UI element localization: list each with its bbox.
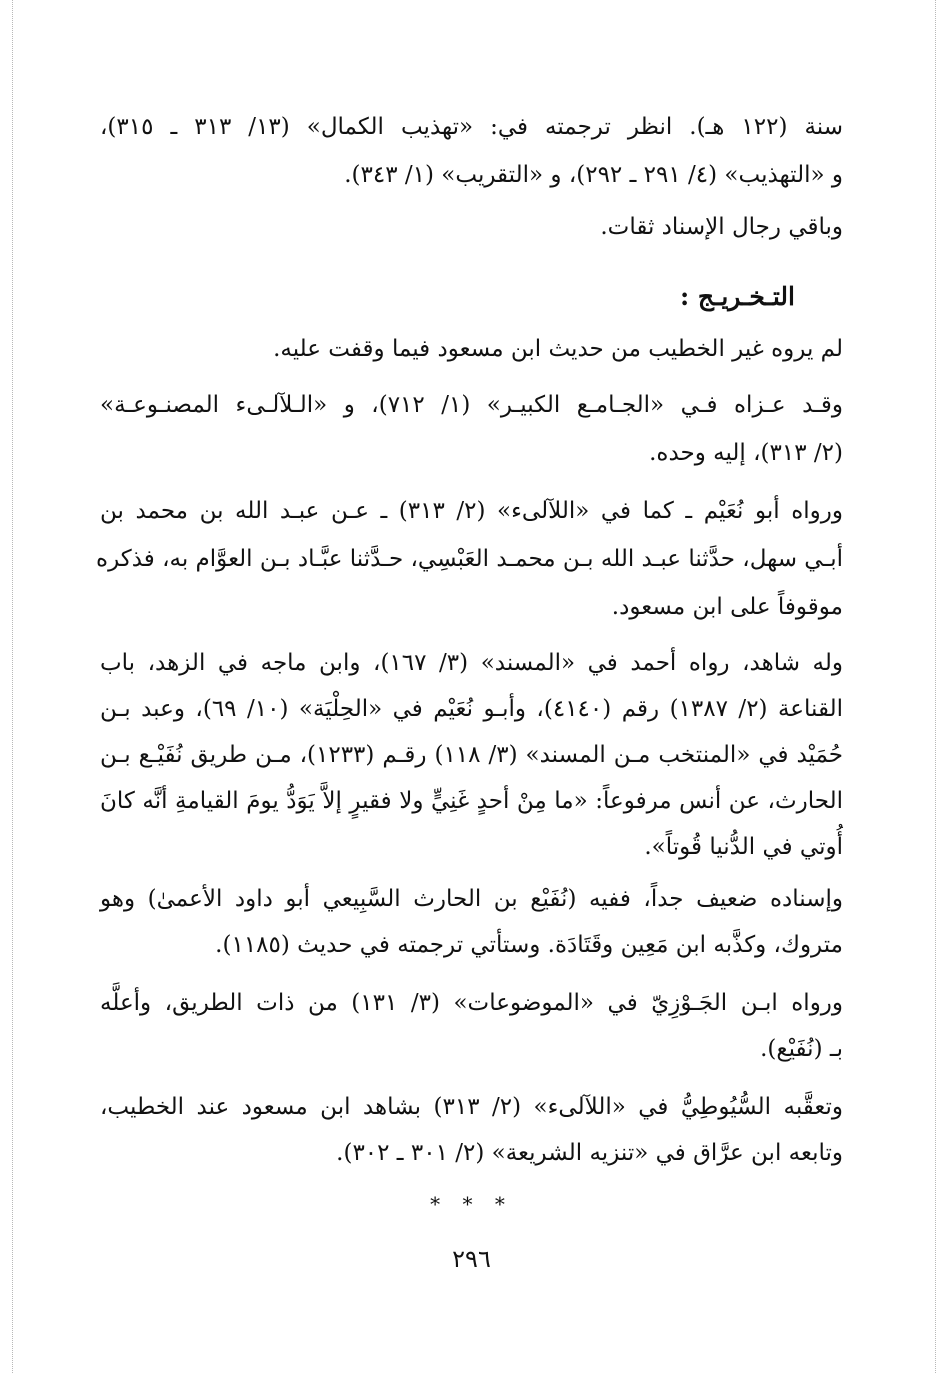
text-line: أبـي سهل، حدَّثنا عبـد الله بـن محمـد العَبْسِي، حـدَّثنا عبَّـاد بـن العوَّام به، فذكره bbox=[96, 546, 843, 572]
scan-edge-right bbox=[935, 0, 937, 1373]
section-separator: * * * bbox=[430, 1192, 513, 1216]
text-line: و «التهذيب» (٤/ ٢٩١ ـ ٢٩٢)، و «التقريب» (١/ ٣٤٣). bbox=[344, 162, 843, 188]
text-line: ورواه أبو نُعَيْم ـ كما في «اللآلىء» (٢/ ٣١٣) ـ عـن عبـد الله بن محمد بن bbox=[100, 498, 843, 524]
text-line: وإسناده ضعيف جداً، ففيه (نُفَيْع بن الحارث السَّبِيعي أبو داود الأعمىٰ) وهو bbox=[100, 886, 843, 912]
section-heading: التـخـريـج : bbox=[679, 282, 795, 311]
text-line: أُوتي في الدُّنيا قُوتاً». bbox=[644, 834, 843, 860]
text-line: وتابعه ابن عرَّاق في «تنزيه الشريعة» (٢/ ٣٠١ ـ ٣٠٢). bbox=[336, 1140, 843, 1166]
text-line: موقوفاً على ابن مسعود. bbox=[611, 594, 843, 620]
text-line: (٢/ ٣١٣)، إليه وحده. bbox=[649, 440, 843, 466]
scan-edge-left bbox=[12, 0, 14, 1373]
text-line: وقـد عـزاه فـي «الجـامـع الكبيـر» (١/ ٧١٢)، و «الـلآلـىء المصنـوعـة» bbox=[100, 392, 843, 418]
text-line: متروك، وكذَّبه ابن مَعِين وقَتَادَة. وستأتي ترجمته في حديث (١١٨٥). bbox=[215, 932, 843, 958]
text-line: حُمَيْد في «المنتخب مـن المسند» (٣/ ١١٨) رقـم (١٢٣٣)، مـن طريق نُفَيْـع بـن bbox=[100, 742, 844, 768]
text-line: وله شاهد، رواه أحمد في «المسند» (٣/ ١٦٧)، وابن ماجه في الزهد، باب bbox=[100, 650, 843, 676]
text-line: وباقي رجال الإسناد ثقات. bbox=[600, 214, 843, 240]
text-line: سنة (١٢٢ هـ). انظر ترجمته في: «تهذيب الكمال» (١٣/ ٣١٣ ـ ٣١٥)، bbox=[100, 114, 844, 140]
text-line: بـ (نُفَيْع). bbox=[760, 1036, 843, 1062]
page-number: ٢٩٦ bbox=[452, 1245, 491, 1273]
text-line: ورواه ابـن الجَـوْزِيّ في «الموضوعات» (٣/ ١٣١) من ذات الطريق، وأعلَّه bbox=[100, 990, 844, 1016]
text-line: الحارث، عن أنس مرفوعاً: «ما مِنْ أحدٍ غَنِيٍّ ولا فقيرٍ إلاَّ يَوَدُّ يومَ القيامةِ أنَّه كانَ bbox=[100, 788, 843, 814]
text-line: وتعقَّبه السُّيُوطِيُّ في «اللآلىء» (٢/ ٣١٣) بشاهد ابن مسعود عند الخطيب، bbox=[100, 1094, 844, 1120]
text-line: القناعة (٢/ ١٣٨٧) رقم (٤١٤٠)، وأبـو نُعَيْم في «الحِلْيَة» (١٠/ ٦٩)، وعبد بـن bbox=[100, 696, 844, 722]
text-line: لم يروه غير الخطيب من حديث ابن مسعود فيما وقفت عليه. bbox=[273, 336, 843, 362]
